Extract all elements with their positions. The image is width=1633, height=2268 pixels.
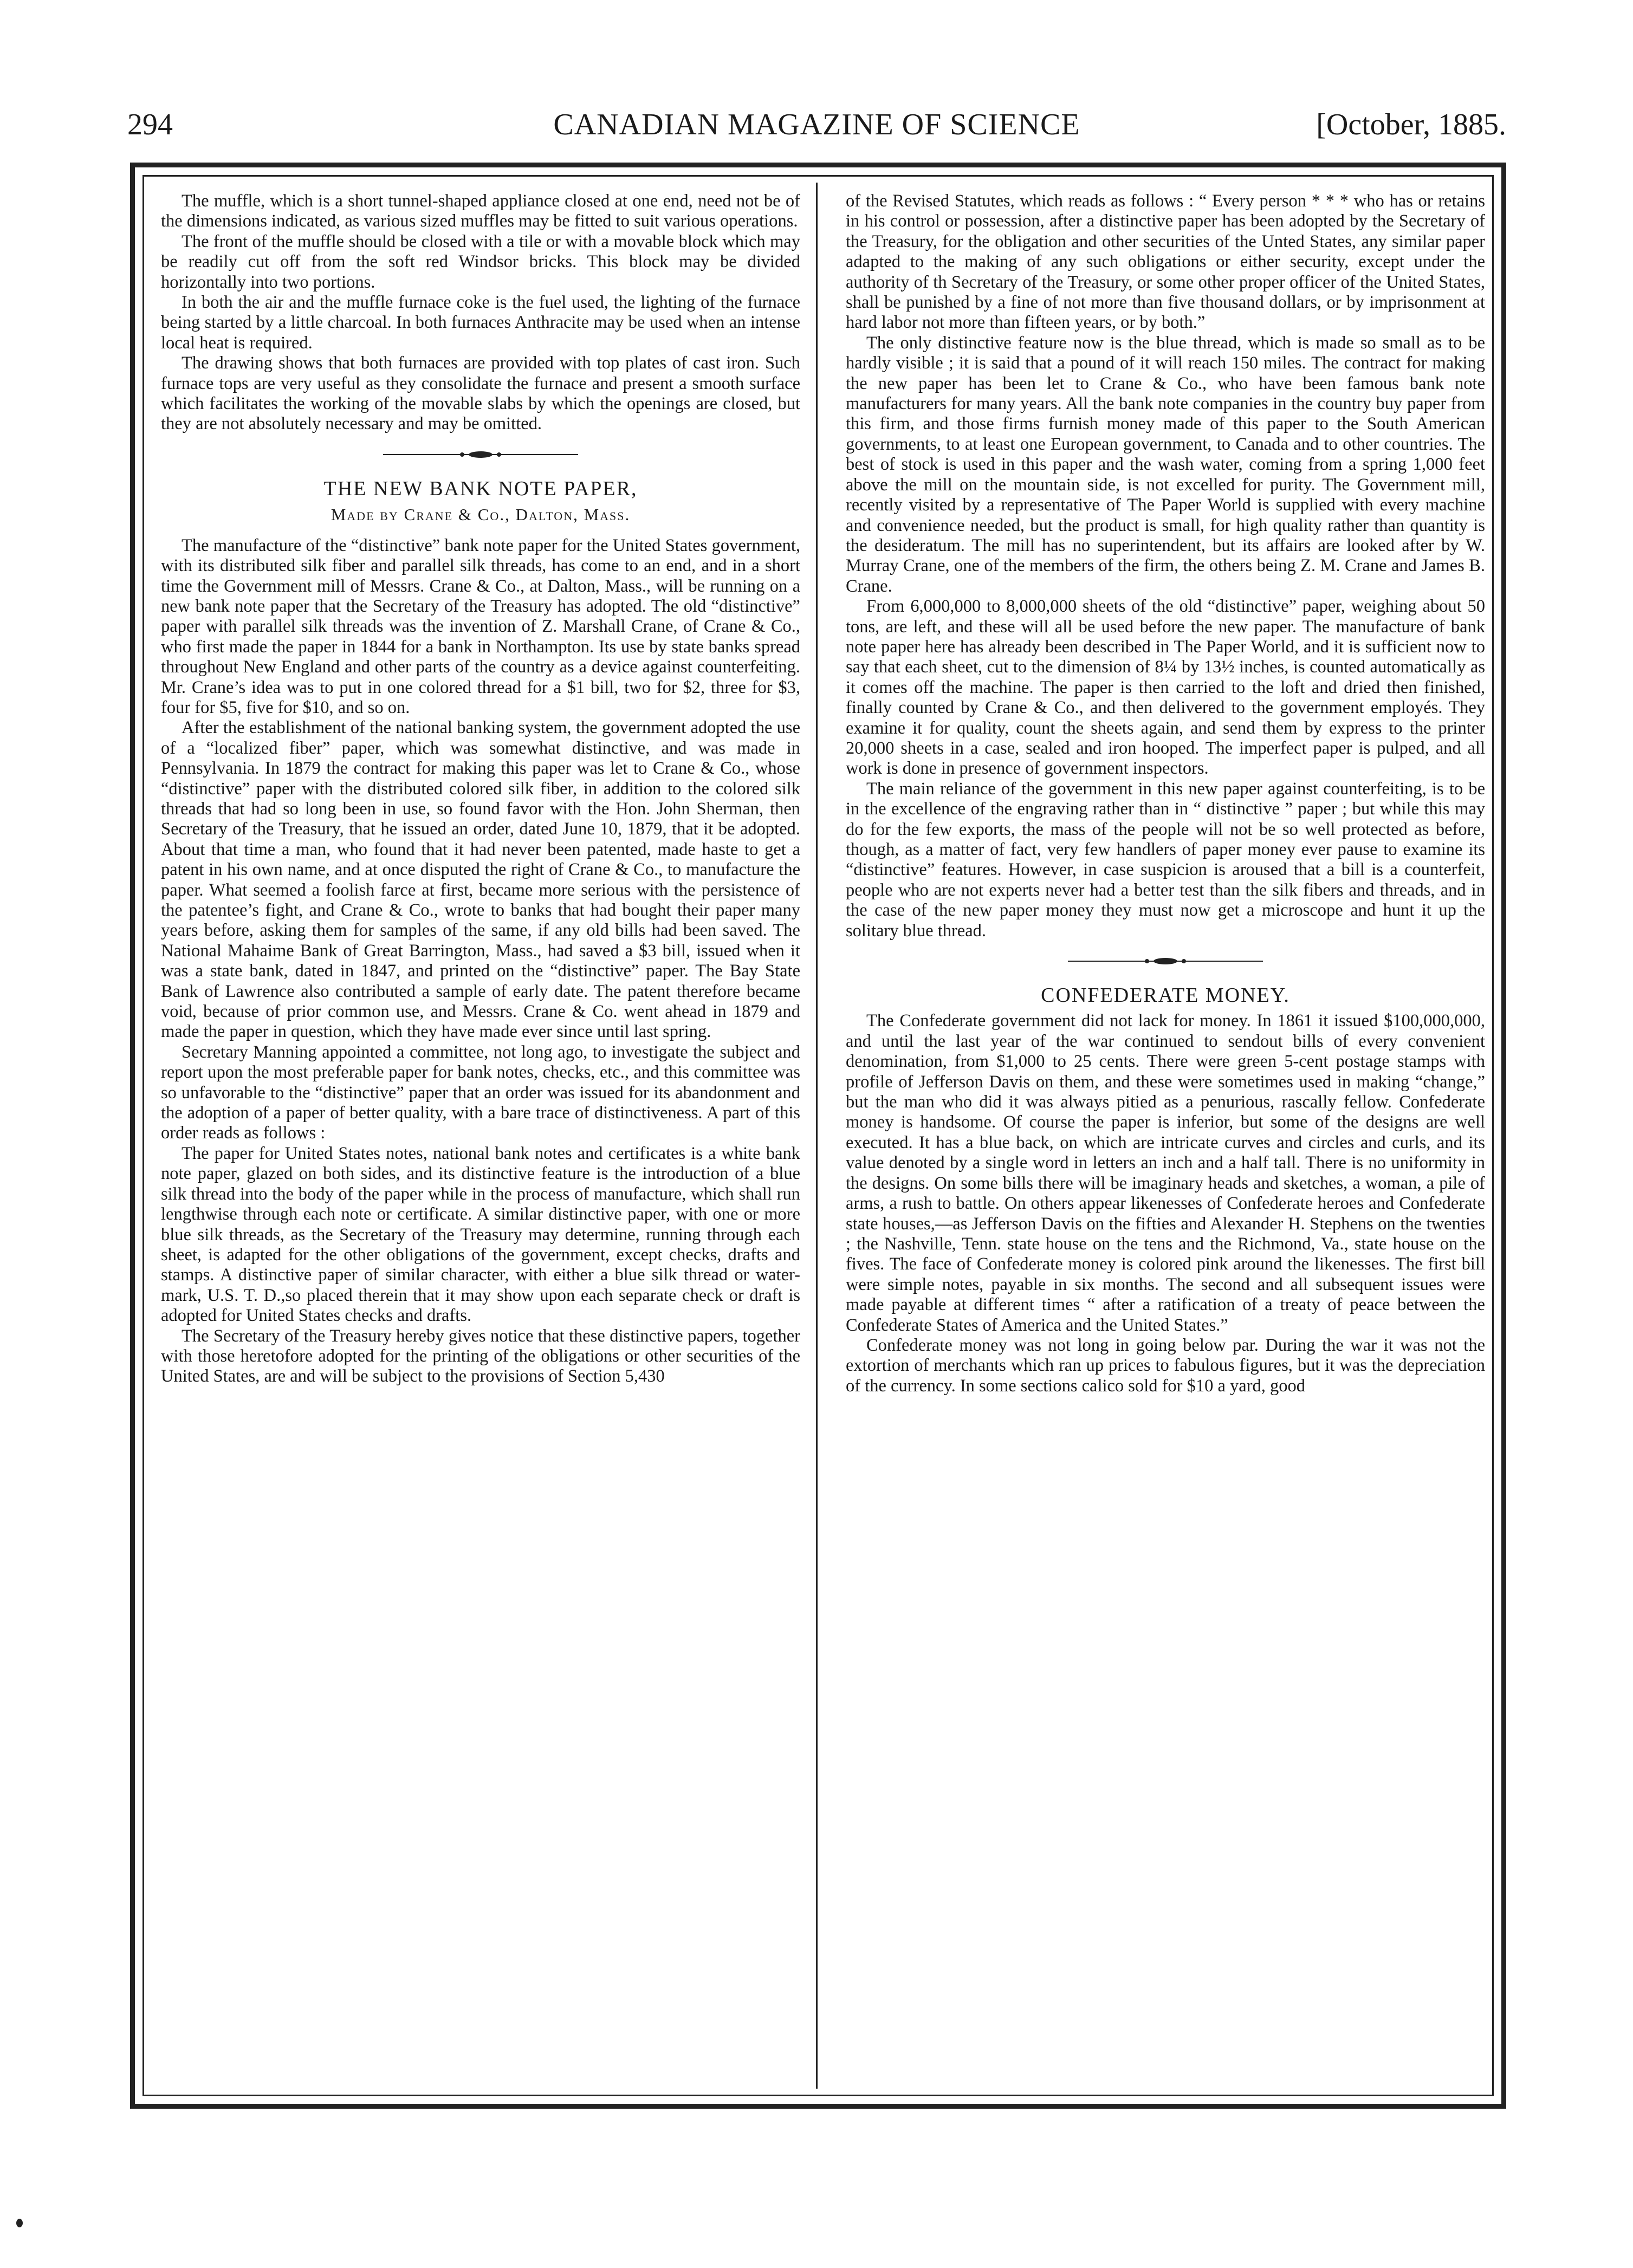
paragraph: The front of the muffle should be closed with a tile or with a movable block which may be readily cut off from the soft red Windsor bricks. This block may be divided horizontally into two portions. [161,231,800,292]
section-divider [1068,955,1263,967]
article-title: THE NEW BANK NOTE PAPER, [323,477,638,500]
left-column [161,191,800,1387]
paragraph: of the Revised Statutes, which reads as follows : “ Every person * * * who has or retains in his control or possession, after a distinctive paper has been adopted by the Secretary of the Treasury, for the obligation and other securities of the Unted States, any similar paper adapted to the making of any such obligations or either security, except under the authority of th Secretary of the Treasury, or some other proper officer of the United States, shall be punished by a fine of not more than five thousand dollars, or by imprisonment at hard labor not more than fifteen years, or by both.” [846,191,1485,333]
paragraph: The Secretary of the Treasury hereby gives notice that these distinctive papers, together with those heretofore adopted for the printing of the obligations or other securities of the United States, are and will be subject to the provisions of Section 5,430 [161,1326,800,1386]
magazine-title: CANADIAN MAGAZINE OF SCIENCE [553,108,1080,141]
paragraph: The Confederate government did not lack for money. In 1861 it issued $100,000,000, and until the last year of the war continued to sendout bills of every convenient denomination, from $1,000 to 25 cents. There were green 5-cent postage stamps with profile of Jefferson Davis on them, and these were sometimes used in making “change,” but the man who did it was always pitied as a penurious, rascally fellow. Confederate money is handsome. Of course the paper is inferior, but some of the designs are well executed. It has a blue back, on which are intricate curves and circles and curls, and its value denoted by a single word in letters an inch and a half tall. There is no uniformity in the designs. On some bills there will be imaginary heads and sketches, a woman, a pile of arms, a rush to battle. On others appear likenesses of Confederate heroes and Confederate state houses,—as Jefferson Davis on the fifties and Alexander H. Stephens on the twenties ; the Nashville, Tenn. state house on the tens and the Richmond, Va., state house on the fives. The face of Confederate money is colored pink around the likenesses. The first bill were simple notes, payable in six months. The second and all subsequent issues were made payable at different times “ after a ratification of a treaty of peace between the Confederate States of America and the United States.” [846,1011,1485,1335]
paragraph: After the establishment of the national banking system, the government adopted the use of a “localized fiber” paper, which was somewhat distinctive, and was made in Pennsylvania. In 1879 the contract for making this paper was let to Crane & Co., whose “distinctive” paper with the distributed colored silk fiber, in addition to the colored silk threads that had so long been in use, so found favor with the Hon. John Sherman, then Secretary of the Treasury, that he issued an order, dated June 10, 1879, that it be adopted. About that time a man, who found that it had never been patented, made haste to get a patent in his own name, and at once disputed the right of Crane & Co., to manufacture the paper. What seemed a foolish farce at first, became more serious with the persistence of the patentee’s fight, and Crane & Co., wrote to banks that had bought their paper many years before, asking them for samples of the same, if any old bills had been saved. The National Mahaime Bank of Great Barrington, Mass., had saved a $3 bill, issued when it was a state bank, dated in 1847, and printed on the “distinctive” paper. The Bay State Bank of Lawrence also contributed a sample of early date. The patent therefore became void, because of prior common use, and Messrs. Crane & Co. went ahead in 1879 and made the paper in question, which they have made ever since until last spring. [161,718,800,1042]
article-subtitle: Made by Crane & Co., Dalton, Mass. [331,505,631,524]
paragraph: The drawing shows that both furnaces are provided with top plates of cast iron. Such furnace tops are very useful as they consolidate the furnace and present a smooth surface which facilitates the working of the movable slabs by which the openings are closed, but they are not absolutely necessary and may be omitted. [161,353,800,434]
paragraph: Secretary Manning appointed a committee, not long ago, to investigate the subject and report upon the most preferable paper for bank notes, checks, etc., and this committee was so unfavorable to the “distinctive” paper that an order was issued for its abandonment and the adoption of a paper of better quality, with a bare trace of distinctiveness. A part of this order reads as follows : [161,1042,800,1143]
page-frame [130,163,1506,2109]
right-column [846,191,1485,1396]
paragraph: The only distinctive feature now is the blue thread, which is made so small as to be hardly visible ; it is said that a pound of it will reach 150 miles. The contract for making the new paper has been let to Crane & Co., who have been famous bank note manufacturers for many years. All the bank note companies in the country buy paper from this firm, and those firms furnish money made of this paper to the South American governments, to at least one European government, to Canada and to other countries. The best of stock is used in this paper and the wash water, coming from a spring 1,000 feet above the mill on the mountain side, is not excelled for purity. The Government mill, recently visited by a representative of The Paper World is supplied with every machine and convenience needed, but the product is small, for high quality rather than quantity is the desideratum. The mill has no superintendent, but its affairs are looked after by W. Murray Crane, one of the members of the firm, the others being Z. M. Crane and James B. Crane. [846,333,1485,596]
page-header [127,107,1506,156]
issue-date: [October, 1885. [1316,108,1506,141]
page-number: 294 [127,108,173,141]
section-divider [383,449,578,461]
paragraph: From 6,000,000 to 8,000,000 sheets of the old “distinctive” paper, weighing about 50 tons, are left, and these will all be used before the new paper. The manufacture of bank note paper here has already been described in The Paper World, and it is sufficient now to say that each sheet, cut to the dimension of 8¼ by 13½ inches, is counted automatically as it comes off the machine. The paper is then carried to the loft and dried then finished, finally counted by Crane & Co., and then delivered to the government employés. They examine it for quality, count the sheets again, and send them by express to the printer 20,000 sheets in a case, sealed and iron hooped. The imperfect paper is pulped, and all work is done in presence of government inspectors. [846,597,1485,779]
column-rule [816,183,818,2089]
ink-mark [16,2219,23,2227]
paragraph: Confederate money was not long in going below par. During the war it was not the extortion of merchants which ran up prices to fabulous figures, but it was the depreciation of the currency. In some sections calico sold for $10 a yard, good [846,1335,1485,1396]
article-title: CONFEDERATE MONEY. [1041,984,1290,1007]
paragraph: The paper for United States notes, national bank notes and certificates is a white bank note paper, glazed on both sides, and its distinctive feature is the introduction of a blue silk thread into the body of the paper while in the process of manufacture, which shall run lengthwise through each note or certificate. A similar distinctive paper, with one or more blue silk threads, as the Secretary of the Treasury may determine, running through each sheet, is adapted for the other obligations of the government, except checks, drafts and stamps. A distinctive paper of similar character, with either a blue silk thread or water-mark, U.S. T. D.,so placed therein that it may show upon each separate check or draft is adopted for United States checks and drafts. [161,1143,800,1326]
paragraph: In both the air and the muffle furnace coke is the fuel used, the lighting of the furnace being started by a little charcoal. In both furnaces Anthracite may be used when an intense local heat is required. [161,293,800,353]
paragraph: The main reliance of the government in this new paper against counterfeiting, is to be in the excellence of the engraving rather than in “ distinctive ” paper ; but while this may do for the few exports, the mass of the people will not be so well protected as before, though, as a matter of fact, very few handlers of paper money ever pause to examine its “distinctive” features. However, in case suspicion is aroused that a bill is a counterfeit, people who are not experts never had a better test than the silk fibers and threads, and in the case of the new paper money they must now get a microscope and hunt it up the solitary blue thread. [846,779,1485,941]
paragraph: The manufacture of the “distinctive” bank note paper for the United States government, with its distributed silk fiber and parallel silk threads, has come to an end, and in a short time the Government mill of Messrs. Crane & Co., at Dalton, Mass., will be running on a new bank note paper that the Secretary of the Treasury has adopted. The old “distinctive” paper with parallel silk threads was the invention of Z. Marshall Crane, of Crane & Co., who first made the paper in 1844 for a bank in Northampton. Its use by state banks spread throughout New England and other parts of the country as a device against counterfeiting. Mr. Crane’s idea was to put in one colored thread for a $1 bill, two for $2, three for $3, four for $5, five for $10, and so on. [161,535,800,717]
paragraph: The muffle, which is a short tunnel-shaped appliance closed at one end, need not be of the dimensions indicated, as various sized muffles may be fitted to suit various operations. [161,191,800,231]
